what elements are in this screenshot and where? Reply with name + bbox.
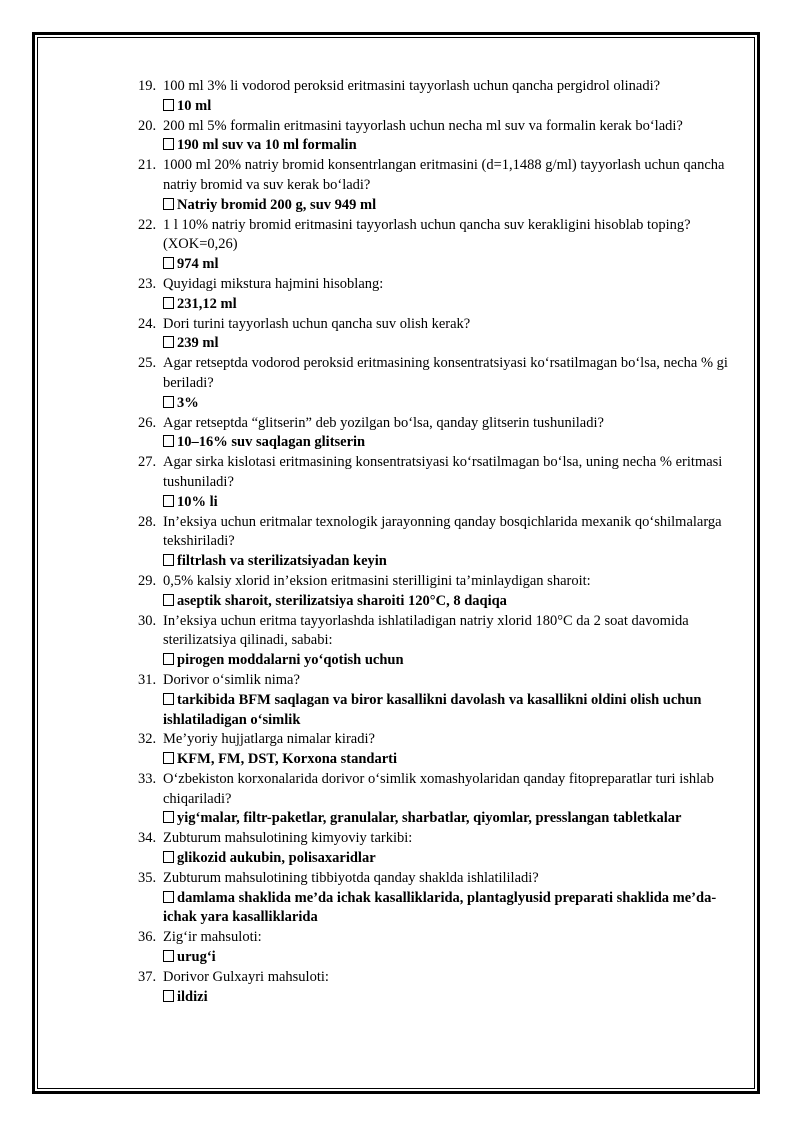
question-text: In’eksiya uchun eritmalar texnologik jarayonning qanday bosqichlarida mexanik qo‘shilmalarga tekshiriladi? (163, 513, 722, 550)
question-number: 33. (138, 770, 157, 787)
question-text: 1000 ml 20% natriy bromid konsentrlangan eritmasini (d=1,1488 g/ml) tayyorlash uchun qancha natriy bromid va suv kerak bo‘ladi? (163, 157, 725, 193)
question-text: Quyidagi mikstura hajmini hisoblang: (163, 275, 384, 292)
question-text: Agar retseptda “glitserin” deb yozilgan bo‘lsa, qanday glitserin tushuniladi? (163, 414, 604, 431)
question-item (138, 117, 743, 157)
answer-text: 231,12 ml (177, 295, 237, 312)
question-number: 20. (138, 117, 157, 134)
question-number: 24. (138, 315, 157, 332)
question-item (138, 770, 743, 829)
question-text: O‘zbekiston korxonalarida dorivor o‘simlik xomashyolaridan qanday fitopreparatlar turi ishlab chiqariladi? (163, 770, 714, 807)
answer-box-icon (163, 138, 174, 150)
answer-box-icon (163, 950, 174, 962)
answer-text: 239 ml (177, 335, 219, 352)
answer-line (163, 592, 743, 612)
question-number: 27. (138, 454, 157, 471)
answer-line (163, 552, 743, 572)
answer-text: ildizi (177, 988, 208, 1005)
answer-text: yig‘malar, filtr-paketlar, granulalar, sharbatlar, qiyomlar, presslangan tabletkalar (177, 810, 682, 827)
answer-text: aseptik sharoit, sterilizatsiya sharoiti 120°C, 8 daqiqa (177, 592, 507, 609)
question-item (138, 730, 743, 770)
question-item (138, 829, 743, 869)
answer-box-icon (163, 198, 174, 210)
question-item (138, 414, 743, 454)
answer-text: KFM, FM, DST, Korxona standarti (177, 751, 398, 768)
question-number: 21. (138, 157, 157, 174)
answer-line (163, 750, 743, 770)
answer-box-icon (163, 257, 174, 269)
answer-line (163, 334, 743, 354)
answer-line (163, 988, 743, 1008)
answer-box-icon (163, 99, 174, 111)
question-text: Me’yoriy hujjatlarga nimalar kiradi? (163, 731, 375, 748)
question-item (138, 968, 743, 1008)
question-text: Zig‘ir mahsuloti: (163, 929, 262, 946)
answer-box-icon (163, 693, 174, 705)
answer-text: glikozid aukubin, polisaxaridlar (177, 850, 376, 867)
answer-line (163, 849, 743, 869)
answer-line (163, 196, 743, 216)
question-text: Zubturum mahsulotining kimyoviy tarkibi: (163, 830, 413, 847)
answer-box-icon (163, 495, 174, 507)
question-item (138, 671, 743, 730)
question-number: 37. (138, 968, 157, 985)
question-number: 29. (138, 572, 157, 589)
answer-text: 10% li (177, 493, 218, 510)
answer-text: 10–16% suv saqlagan glitserin (177, 434, 366, 451)
question-item (138, 513, 743, 572)
question-item (138, 77, 743, 117)
answer-text: 974 ml (177, 256, 219, 273)
question-item (138, 216, 743, 275)
answer-text: filtrlash va sterilizatsiyadan keyin (177, 553, 387, 570)
question-item (138, 612, 743, 671)
question-text: 100 ml 3% li vodorod peroksid eritmasini tayyorlash uchun qancha pergidrol olinadi? (163, 78, 661, 94)
answer-line (163, 809, 743, 829)
question-text: Agar retseptda vodorod peroksid eritmasining konsentratsiyasi ko‘rsatilmagan bo‘lsa, necha % gi beriladi? (163, 355, 728, 391)
answer-box-icon (163, 554, 174, 566)
question-number: 19. (138, 78, 157, 94)
question-number: 36. (138, 929, 157, 946)
answer-line (163, 433, 743, 453)
answer-line (163, 295, 743, 315)
answer-line (163, 691, 743, 731)
answer-text: 3% (177, 394, 199, 411)
question-item (138, 928, 743, 968)
question-text: Agar sirka kislotasi eritmasining konsentratsiyasi ko‘rsatilmagan bo‘lsa, uning necha % eritmasi tushuniladi? (163, 454, 723, 490)
question-number: 28. (138, 513, 157, 530)
question-text: In’eksiya uchun eritma tayyorlashda ishlatiladigan natriy xlorid 180°C da 2 soat davomida sterilizatsiya qilinadi, sababi: (163, 612, 689, 649)
answer-line (163, 493, 743, 513)
answer-box-icon (163, 336, 174, 348)
answer-box-icon (163, 752, 174, 764)
question-text: Dorivor Gulxayri mahsuloti: (163, 968, 329, 985)
answer-box-icon (163, 811, 174, 823)
answer-line (163, 97, 743, 117)
answer-text: Natriy bromid 200 g, suv 949 ml (177, 196, 377, 213)
answer-line (163, 948, 743, 968)
question-text: Dori turini tayyorlash uchun qancha suv olish kerak? (163, 315, 471, 332)
question-item (138, 315, 743, 355)
answer-text: urug‘i (177, 949, 216, 966)
answer-box-icon (163, 653, 174, 665)
answer-box-icon (163, 851, 174, 863)
question-item (138, 275, 743, 315)
answer-text: damlama shaklida me’da ichak kasalliklarida, plantaglyusid preparati shaklida me’da-ichak yara kasalliklarida (163, 889, 717, 926)
question-text: Zubturum mahsulotining tibbiyotda qanday shaklda ishlatililadi? (163, 869, 539, 886)
answer-line (163, 255, 743, 275)
question-item (138, 354, 743, 413)
answer-text: tarkibida BFM saqlagan va biror kasallikni davolash va kasallikni oldini olish uchun ishlatiladigan o‘simlik (163, 691, 702, 728)
question-text: 0,5% kalsiy xlorid in’eksion eritmasini sterilligini ta’minlaydigan sharoit: (163, 572, 591, 589)
question-number: 35. (138, 869, 157, 886)
answer-box-icon (163, 396, 174, 408)
answer-text: 190 ml suv va 10 ml formalin (177, 137, 357, 154)
question-number: 34. (138, 830, 157, 847)
question-number: 31. (138, 671, 157, 688)
answer-box-icon (163, 990, 174, 1002)
question-item (138, 869, 743, 928)
question-number: 25. (138, 355, 157, 372)
answer-line (163, 136, 743, 156)
question-text: 1 l 10% natriy bromid eritmasini tayyorlash uchun qancha suv kerakligini hisoblab toping? (XOK=0,26) (163, 216, 691, 253)
question-text: 200 ml 5% formalin eritmasini tayyorlash uchun necha ml suv va formalin kerak bo‘ladi? (163, 117, 683, 134)
question-item (138, 453, 743, 512)
question-item (138, 156, 743, 215)
answer-text: 10 ml (177, 97, 212, 114)
question-list (138, 77, 743, 1007)
question-number: 22. (138, 216, 157, 233)
question-number: 23. (138, 275, 157, 292)
answer-box-icon (163, 594, 174, 606)
answer-text: pirogen moddalarni yo‘qotish uchun (177, 652, 404, 669)
answer-line (163, 889, 743, 929)
answer-box-icon (163, 297, 174, 309)
answer-box-icon (163, 435, 174, 447)
question-number: 26. (138, 414, 157, 431)
answer-line (163, 394, 743, 414)
question-item (138, 572, 743, 612)
question-number: 30. (138, 612, 157, 629)
answer-box-icon (163, 891, 174, 903)
answer-line (163, 651, 743, 671)
question-text: Dorivor o‘simlik nima? (163, 671, 300, 688)
question-number: 32. (138, 731, 157, 748)
